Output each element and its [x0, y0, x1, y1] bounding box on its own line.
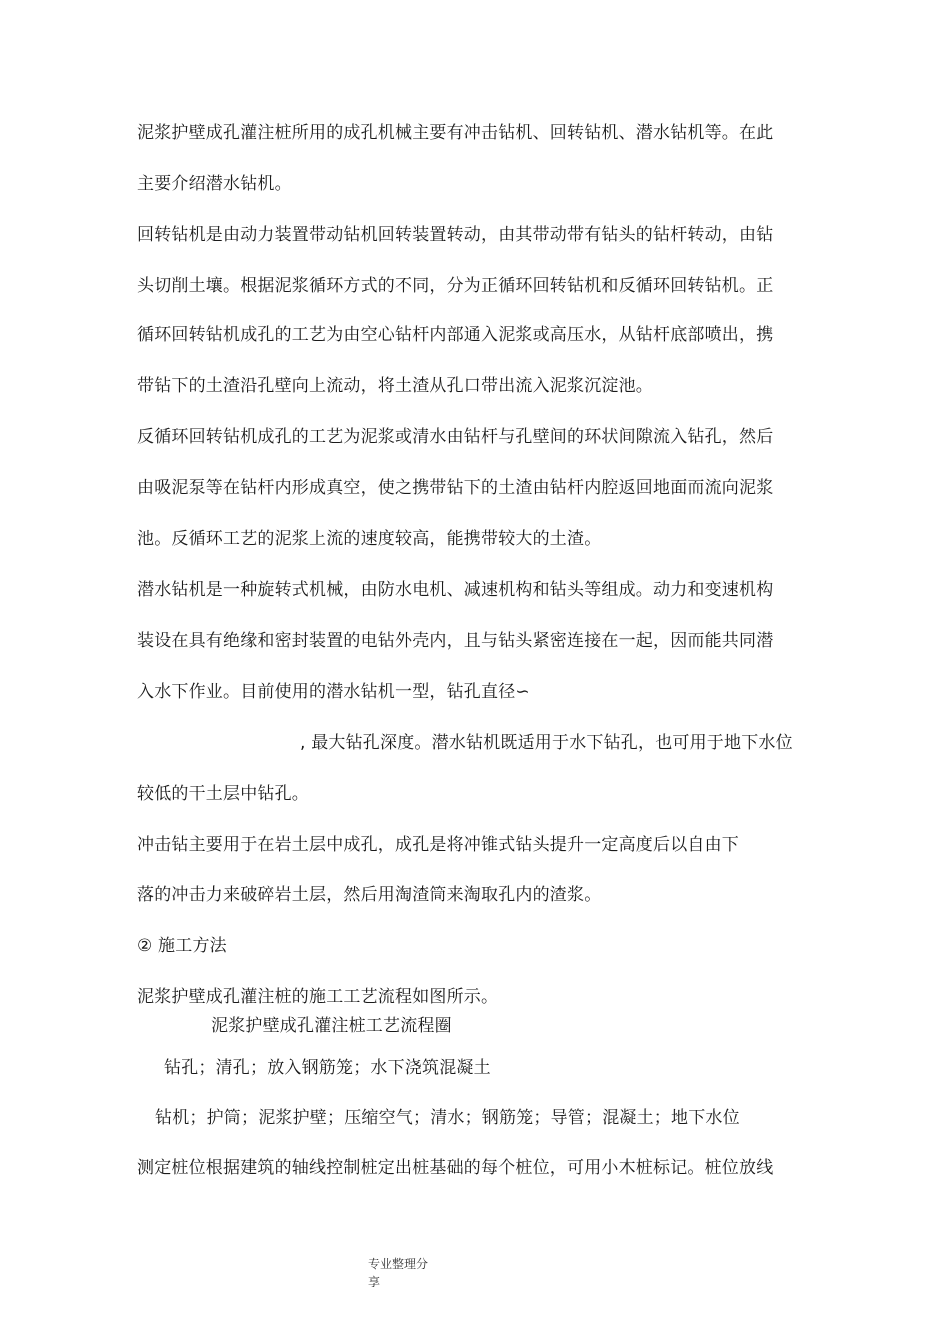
- paragraph-line: 泥浆护壁成孔灌注桩所用的成孔机械主要有冲击钻机、回转钻机、潜水钻机等。在此: [137, 123, 774, 143]
- flowchart-materials: 钻机；护筒；泥浆护壁；压缩空气；清水；钢筋笼；导管；混凝土；地下水位: [155, 1108, 740, 1128]
- section-heading: ② 施工方法: [137, 936, 227, 956]
- paragraph-line: 装设在具有绝缘和密封装置的电钻外壳内，且与钻头紧密连接在一起，因而能共同潜: [137, 631, 774, 651]
- paragraph-line: 由吸泥泵等在钻杆内形成真空，使之携带钻下的土渣由钻杆内腔返回地面而流向泥浆: [137, 478, 774, 498]
- paragraph-line: 冲击钻主要用于在岩土层中成孔，成孔是将冲锥式钻头提升一定高度后以自由下: [137, 835, 739, 855]
- footer-text: 享: [368, 1275, 381, 1289]
- paragraph-line: 池。反循环工艺的泥浆上流的速度较高，能携带较大的土渣。: [137, 529, 602, 549]
- paragraph-line: 落的冲击力来破碎岩土层，然后用淘渣筒来淘取孔内的渣浆。: [137, 885, 602, 905]
- paragraph-line: 入水下作业。目前使用的潜水钻机一型，钻孔直径∽: [137, 682, 530, 702]
- footer-text: 专业整理分: [368, 1257, 429, 1271]
- paragraph-line: 带钻下的土渣沿孔壁向上流动，将土渣从孔口带出流入泥浆沉淀池。: [137, 376, 653, 396]
- paragraph-line: 潜水钻机是一种旋转式机械，由防水电机、减速机构和钻头等组成。动力和变速机构: [137, 580, 774, 600]
- paragraph-line: 回转钻机是由动力装置带动钻机回转装置转动，由其带动带有钻头的钻杆转动，由钻: [137, 225, 774, 245]
- paragraph-line: 泥浆护壁成孔灌注桩的施工工艺流程如图所示。: [137, 987, 499, 1007]
- paragraph-line: 反循环回转钻机成孔的工艺为泥浆或清水由钻杆与孔壁间的环状间隙流入钻孔，然后: [137, 427, 774, 447]
- paragraph-line: 循环回转钻机成孔的工艺为由空心钻杆内部通入泥浆或高压水，从钻杆底部喷出，携: [137, 325, 774, 345]
- paragraph-line: 头切削土壤。根据泥浆循环方式的不同，分为正循环回转钻机和反循环回转钻机。正: [137, 276, 774, 296]
- flowchart-steps: 钻孔；清孔；放入钢筋笼；水下浇筑混凝土: [164, 1058, 491, 1078]
- paragraph-line: 主要介绍潜水钻机。: [137, 174, 292, 194]
- figure-caption: 泥浆护壁成孔灌注桩工艺流程圈: [211, 1016, 452, 1036]
- paragraph-line: , 最大钻孔深度。潜水钻机既适用于水下钻孔，也可用于地下水位: [300, 733, 793, 753]
- paragraph-line: 较低的干土层中钻孔。: [137, 784, 309, 804]
- paragraph-line: 测定桩位根据建筑的轴线控制桩定出桩基础的每个桩位，可用小木桩标记。桩位放线: [137, 1158, 774, 1178]
